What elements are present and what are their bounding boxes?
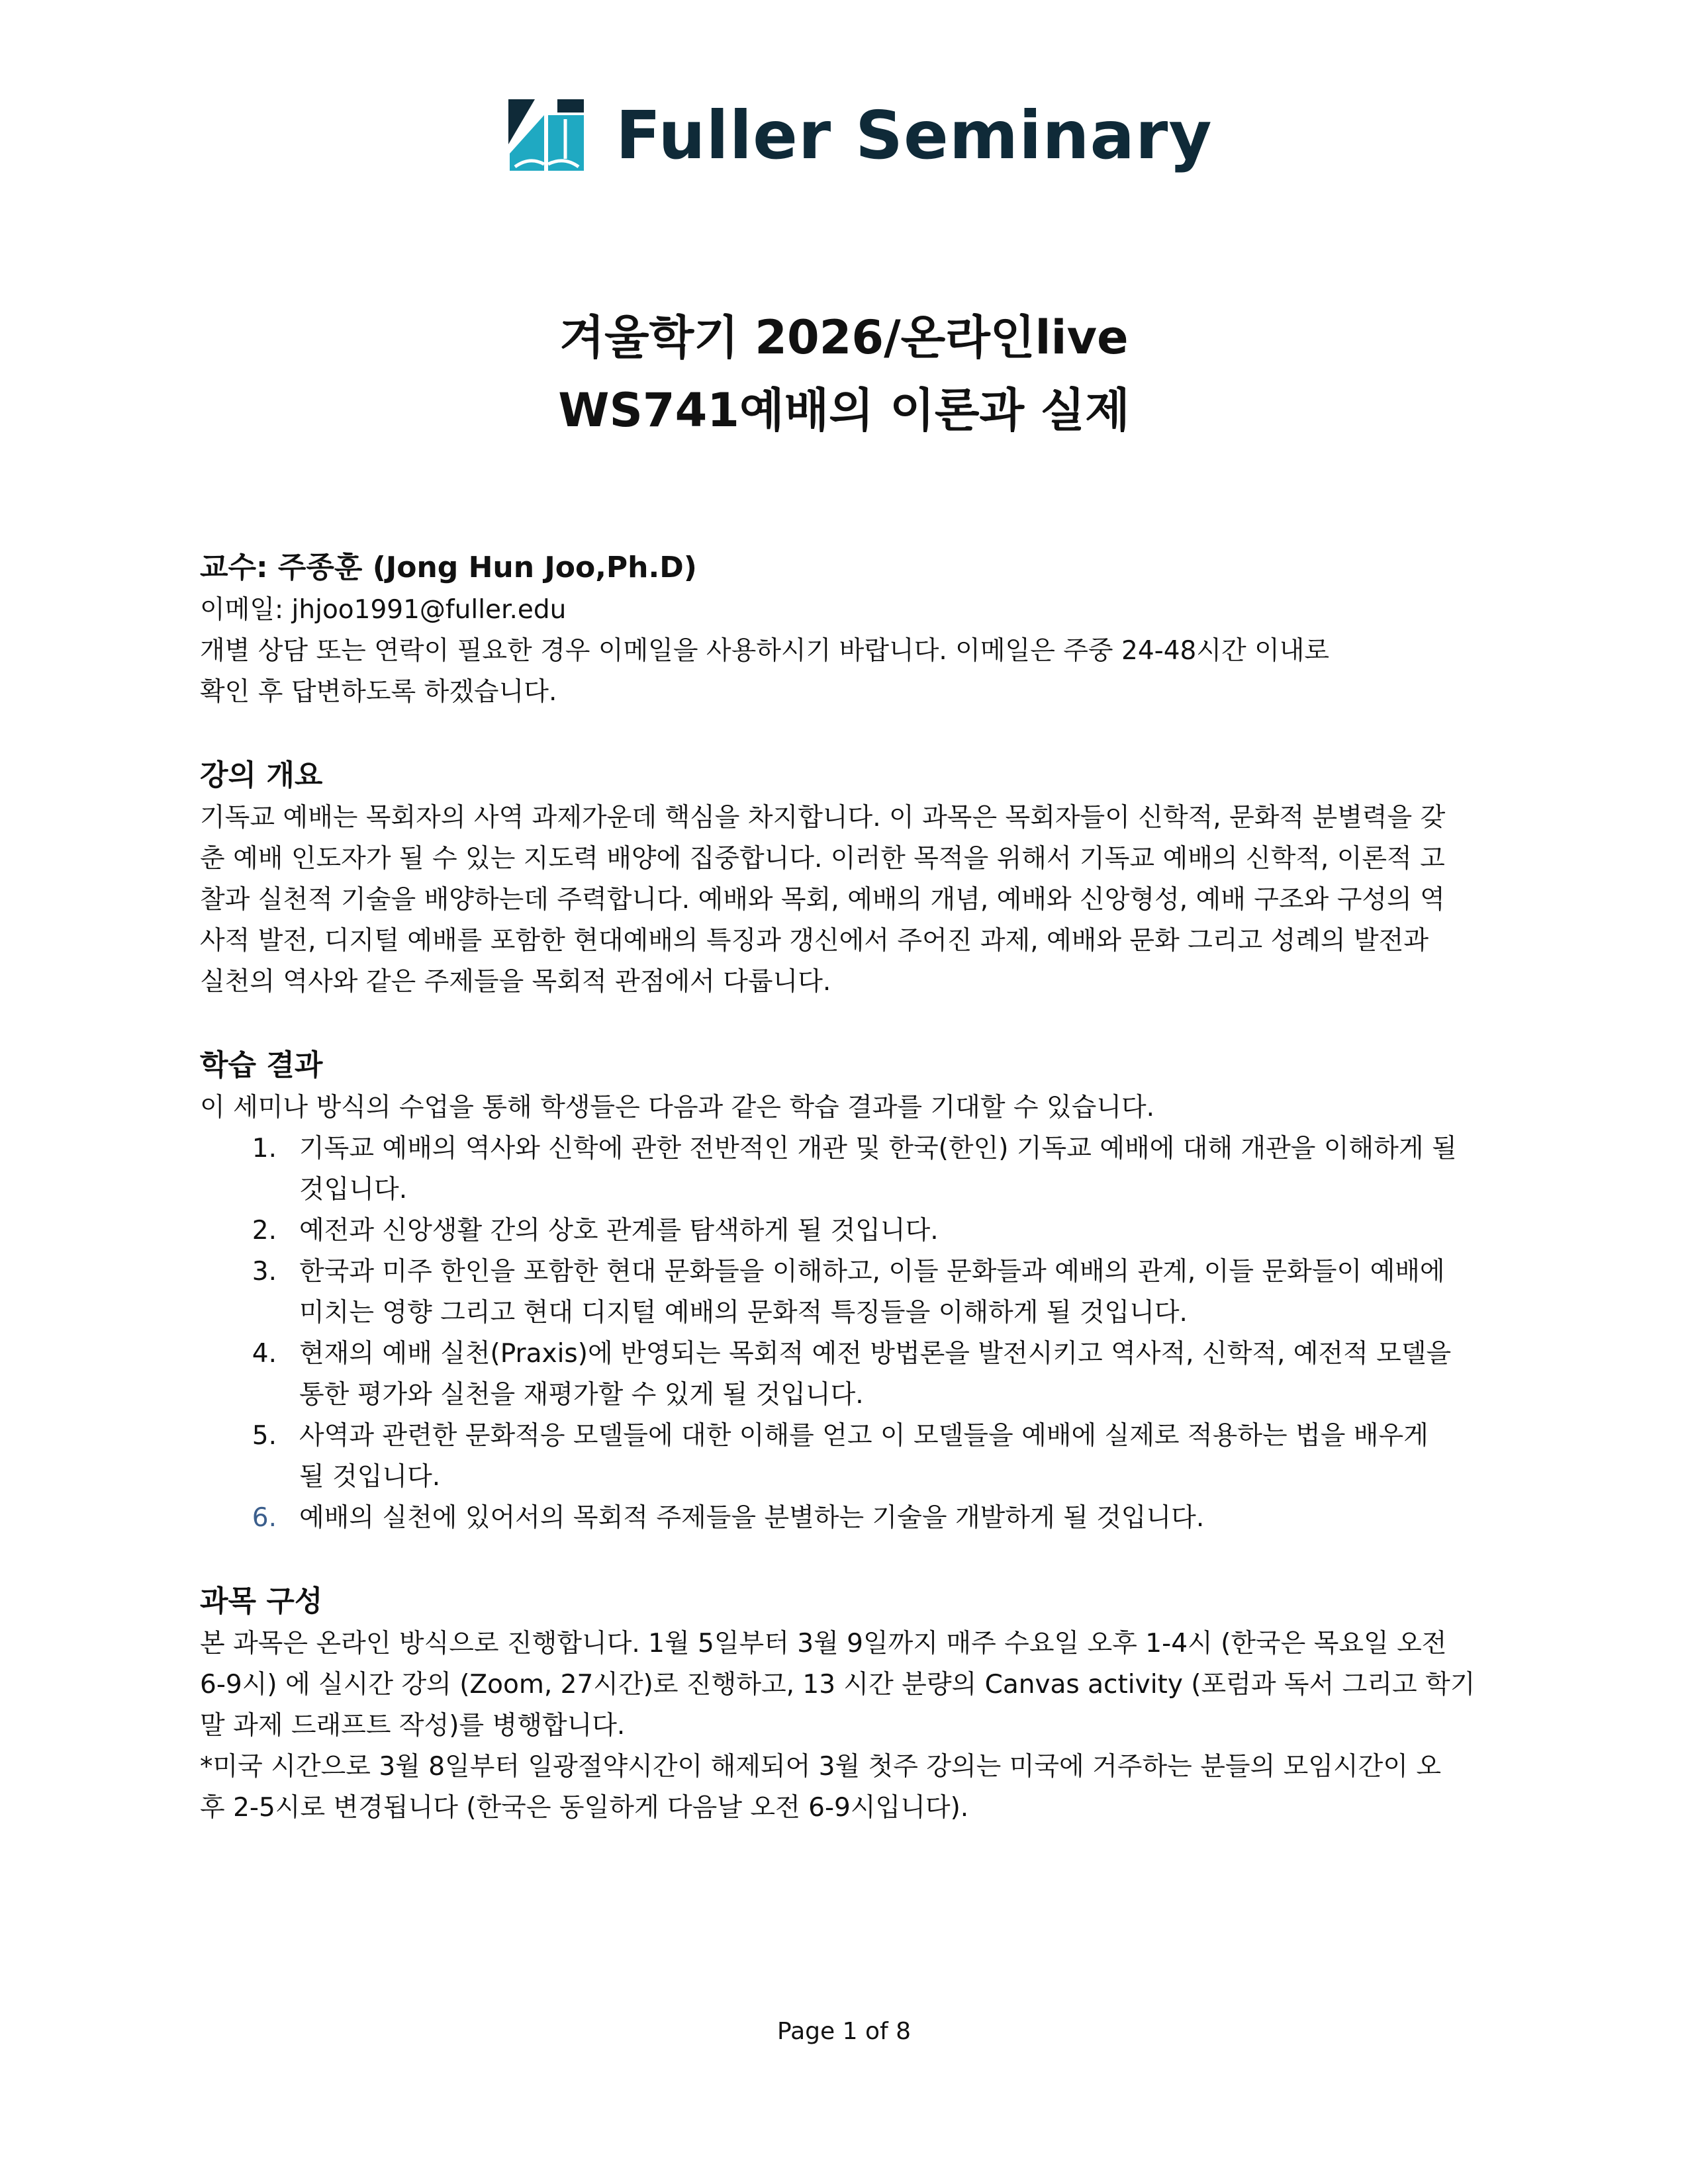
list-item-text: 될 것입니다. [299, 1462, 441, 1492]
list-number: 6. [252, 1503, 277, 1533]
fuller-logo [503, 93, 1213, 179]
logo-wordmark: Fuller Seminary [616, 97, 1213, 174]
outcomes-heading: 학습 결과 [200, 1048, 323, 1082]
list-item-text: 현재의 예배 실천(Praxis)에 반영되는 목회적 예전 방법론을 발전시키고 역사적, 신학적, 예전적 모델을 [299, 1339, 1452, 1369]
list-item [200, 1210, 1487, 1251]
list-item [200, 1334, 1487, 1416]
structure-line: *미국 시간으로 3월 8일부터 일광절약시간이 해제되어 3월 첫주 강의는 미국에 거주하는 분들의 모임시간이 오 [200, 1752, 1442, 1782]
list-item-text: 것입니다. [299, 1175, 408, 1205]
open-book-logo-icon [503, 93, 589, 179]
list-item [200, 1128, 1487, 1210]
instructor-section [200, 546, 1487, 713]
title-term: 겨울학기 2026/온라인live [559, 310, 1129, 365]
outcomes-intro: 이 세미나 방식의 수업을 통해 학생들은 다음과 같은 학습 결과를 기대할 수 있습니다. [200, 1093, 1155, 1122]
list-number: 1. [252, 1134, 277, 1163]
overview-line: 춘 예배 인도자가 될 수 있는 지도력 배양에 집중합니다. 이러한 목적을 위해서 기독교 예배의 신학적, 이론적 고 [200, 844, 1445, 874]
list-item [200, 1498, 1487, 1539]
document-header [0, 93, 1688, 192]
structure-heading: 과목 구성 [200, 1584, 323, 1618]
list-item-text: 한국과 미주 한인을 포함한 현대 문화들을 이해하고, 이들 문화들과 예배의 관계, 이들 문화들이 예배에 [299, 1257, 1445, 1287]
course-title [0, 301, 1688, 447]
instructor-email: 이메일: jhjoo1991@fuller.edu [200, 595, 567, 625]
list-item-text: 예배의 실천에 있어서의 목회적 주제들을 분별하는 기술을 개발하게 될 것입니다. [299, 1503, 1205, 1533]
contact-note-line: 확인 후 답변하도록 하겠습니다. [200, 677, 557, 707]
overview-line: 사적 발전, 디지털 예배를 포함한 현대예배의 특징과 갱신에서 주어진 과제, 예배와 문화 그리고 성례의 발전과 [200, 926, 1429, 956]
outcomes-list [200, 1128, 1487, 1539]
overview-section [200, 754, 1487, 1003]
overview-line: 실천의 역사와 같은 주제들을 목회적 관점에서 다룹니다. [200, 967, 831, 997]
list-item-text: 통한 평가와 실천을 재평가할 수 있게 될 것입니다. [299, 1380, 864, 1410]
syllabus-body [200, 546, 1487, 1829]
list-number: 3. [252, 1257, 277, 1287]
overview-heading: 강의 개요 [200, 758, 323, 792]
list-item [200, 1251, 1487, 1334]
instructor-heading: 교수: 주종훈 (Jong Hun Joo,Ph.D) [200, 551, 697, 584]
title-course: WS741예배의 이론과 실제 [558, 383, 1130, 437]
structure-line: 본 과목은 온라인 방식으로 진행합니다. 1월 5일부터 3월 9일까지 매주 수요일 오후 1-4시 (한국은 목요일 오전 [200, 1629, 1447, 1659]
list-item-text: 사역과 관련한 문화적응 모델들에 대한 이해를 얻고 이 모델들을 예배에 실제로 적용하는 법을 배우게 [299, 1421, 1429, 1451]
list-item-text: 예전과 신앙생활 간의 상호 관계를 탐색하게 될 것입니다. [299, 1216, 939, 1246]
contact-note-line: 개별 상담 또는 연락이 필요한 경우 이메일을 사용하시기 바랍니다. 이메일은 주중 24-48시간 이내로 [200, 636, 1330, 666]
structure-line: 6-9시) 에 실시간 강의 (Zoom, 27시간)로 진행하고, 13 시간 분량의 Canvas activity (포럼과 독서 그리고 학기 [200, 1670, 1476, 1700]
list-number: 5. [252, 1421, 277, 1451]
list-number: 4. [252, 1339, 277, 1369]
list-item-text: 미치는 영향 그리고 현대 디지털 예배의 문화적 특징들을 이해하게 될 것입니다. [299, 1298, 1188, 1328]
list-item-text: 기독교 예배의 역사와 신학에 관한 전반적인 개관 및 한국(한인) 기독교 예배에 대해 개관을 이해하게 될 [299, 1134, 1457, 1163]
structure-line: 후 2-5시로 변경됩니다 (한국은 동일하게 다음날 오전 6-9시입니다). [200, 1793, 969, 1823]
structure-line: 말 과제 드래프트 작성)를 병행합니다. [200, 1711, 626, 1741]
list-item [200, 1416, 1487, 1498]
structure-section [200, 1580, 1487, 1829]
overview-line: 찰과 실천적 기술을 배양하는데 주력합니다. 예배와 목회, 예배의 개념, 예배와 신앙형성, 예배 구조와 구성의 역 [200, 885, 1445, 915]
page-number: Page 1 of 8 [777, 2018, 911, 2045]
list-number: 2. [252, 1216, 277, 1246]
overview-line: 기독교 예배는 목회자의 사역 과제가운데 핵심을 차지합니다. 이 과목은 목회자들이 신학적, 문화적 분별력을 갖 [200, 803, 1446, 833]
outcomes-section [200, 1044, 1487, 1539]
